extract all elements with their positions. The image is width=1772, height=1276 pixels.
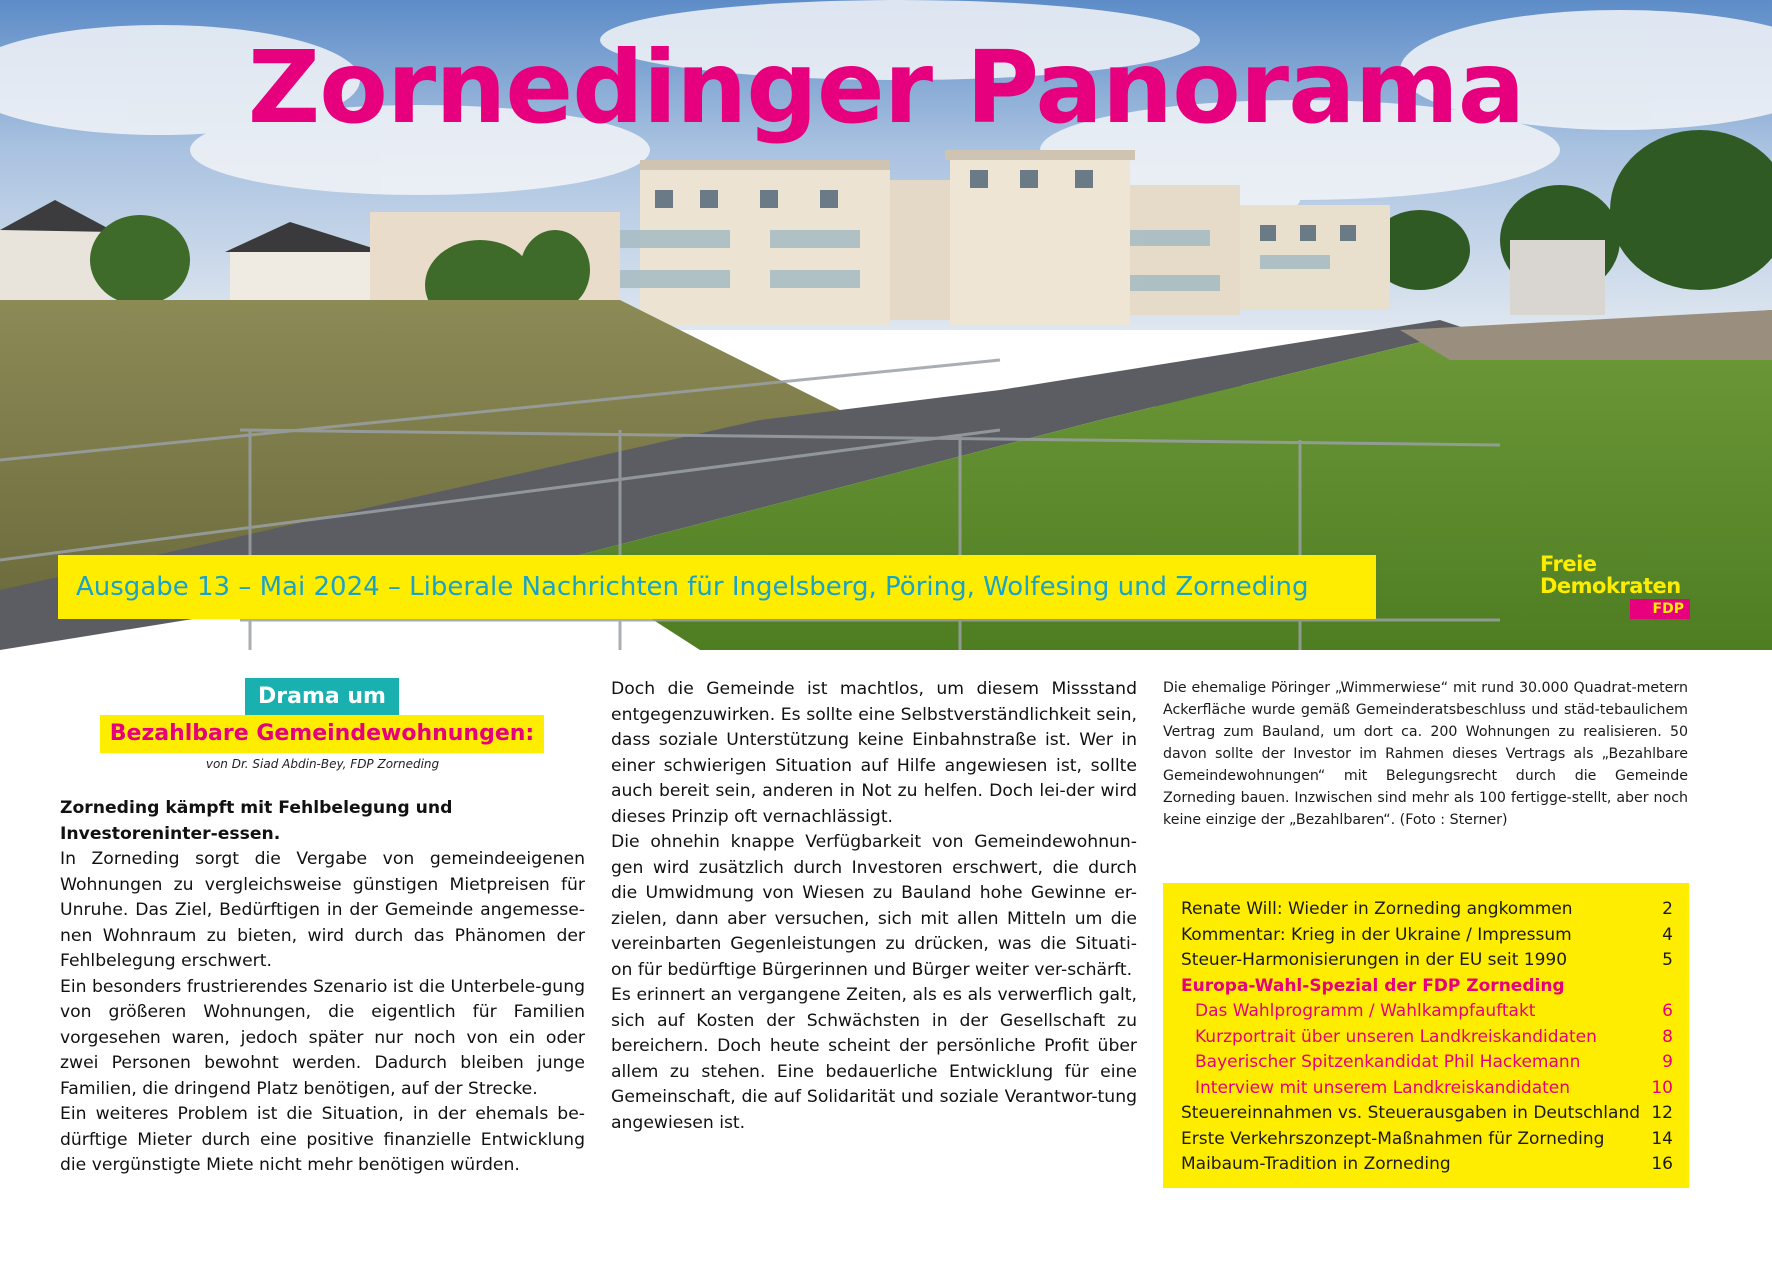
toc-row[interactable] bbox=[1181, 1025, 1673, 1051]
toc-title: Europa-Wahl-Spezial der FDP Zorneding bbox=[1181, 975, 1565, 996]
toc-title: Kommentar: Krieg in der Ukraine / Impressum bbox=[1181, 924, 1572, 945]
toc-row[interactable] bbox=[1181, 999, 1673, 1025]
article-paragraph: Ein weiteres Problem ist die Situation, in der ehemals be-dürftige Mieter durch eine positive finanzielle Entwicklung die vergünstigte Miete nicht mehr benötigen würden. bbox=[60, 1104, 585, 1175]
toc-title: Steuereinnahmen vs. Steuerausgaben in Deutschland bbox=[1181, 1103, 1641, 1123]
masthead-title: Zornedinger Panorama bbox=[247, 29, 1525, 146]
toc-title: Das Wahlprogramm / Wahlkampfauftakt bbox=[1195, 1001, 1536, 1021]
logo-line-demokraten: Demokraten bbox=[1540, 574, 1681, 598]
article-headline: Bezahlbare Gemeindewohnungen: bbox=[100, 715, 544, 753]
toc-page: 5 bbox=[1662, 950, 1673, 970]
issue-line: Ausgabe 13 – Mai 2024 – Liberale Nachrichten für Ingelsberg, Pöring, Wolfesing und Zorneding bbox=[58, 555, 1376, 619]
article-column-2 bbox=[611, 677, 1137, 1136]
toc-row[interactable] bbox=[1181, 1101, 1673, 1127]
photo-caption bbox=[1163, 677, 1688, 831]
toc-page: 12 bbox=[1651, 1103, 1673, 1123]
toc-title: Bayerischer Spitzenkandidat Phil Hackemann bbox=[1195, 1052, 1581, 1072]
toc-page: 16 bbox=[1651, 1154, 1673, 1174]
toc-row[interactable] bbox=[1181, 1076, 1673, 1102]
article-lead: Zorneding kämpft mit Fehlbelegung und Investoreninter-essen. bbox=[60, 798, 453, 844]
toc-section-heading bbox=[1181, 974, 1673, 1000]
toc-page: 2 bbox=[1662, 899, 1673, 919]
toc-page: 8 bbox=[1662, 1026, 1673, 1047]
article-paragraph: Es erinnert an vergangene Zeiten, als es als verwerflich galt, sich auf Kosten der Schwächsten in der Gesellschaft zu bereichern. Doch heute scheint der persönliche Profit über allem zu stehen. Eine bedauerliche Entwicklung für eine Gemeinschaft, die auf Solidarität und soziale Verantwor-tung angewiesen ist. bbox=[611, 985, 1137, 1133]
toc-title: Erste Verkehrszonzept-Maßnahmen für Zorneding bbox=[1181, 1128, 1605, 1149]
article-column-1 bbox=[60, 678, 585, 1179]
toc-title: Interview mit unserem Landkreiskandidaten bbox=[1195, 1077, 1571, 1098]
toc-page: 14 bbox=[1651, 1128, 1673, 1149]
table-of-contents bbox=[1163, 883, 1689, 1188]
toc-row[interactable] bbox=[1181, 1152, 1673, 1178]
fdp-logo bbox=[1540, 553, 1690, 621]
toc-page: 10 bbox=[1651, 1077, 1673, 1098]
toc-row[interactable] bbox=[1181, 1127, 1673, 1153]
toc-page: 9 bbox=[1662, 1052, 1673, 1072]
photo-caption-text: Die ehemalige Pöringer „Wimmerwiese“ mit rund 30.000 Quadrat-metern Ackerfläche wurde gemäß Gemeinderatsbeschluss und städ-tebaulichem Vertrag zum Bauland, um dort ca. 200 Wohnungen zu realisieren. 50 davon sollte der Investor im Rahmen dieses Vertrags als „Bezahlbare Gemeindewohnungen“ mit Belegungsrecht durch die Gemeinde Zorneding bauen. Inzwischen sind mehr als 100 fertigge-stellt, aber noch keine einzige der „Bezahlbaren“. bbox=[1163, 680, 1688, 828]
article-paragraph: Die ohnehin knappe Verfügbarkeit von Gemeindewohnun-gen wird zusätzlich durch Investoren erschwert, die durch die Umwidmung von Wiesen zu Bauland hohe Gewinne er-zielen, dann aber versuchen, sich mit allen Mitteln um die vereinbarten Gegenleistungen zu drücken, was die Situati-on für bedürftige Bürgerinnen und Bürger weiter ver-schärft. bbox=[611, 832, 1137, 980]
toc-row[interactable] bbox=[1181, 1050, 1673, 1076]
toc-page: 4 bbox=[1662, 924, 1673, 945]
toc-page: 6 bbox=[1662, 1001, 1673, 1021]
toc-title: Steuer-Harmonisierungen in der EU seit 1990 bbox=[1181, 950, 1568, 970]
toc-title: Maibaum-Tradition in Zorneding bbox=[1181, 1154, 1451, 1174]
article-paragraph: Doch die Gemeinde ist machtlos, um diesem Missstand entgegenzuwirken. Es sollte eine Selbstverständlichkeit sein, dass soziale Unterstützung keine Einbahnstraße ist. Wer in einer schwierigen Situation auf Hilfe angewiesen ist, sollte auch bereit sein, anderen in Not zu helfen. Doch lei-der wird dieses Prinzip oft vernachlässigt. bbox=[611, 679, 1137, 827]
toc-title: Renate Will: Wieder in Zorneding angkommen bbox=[1181, 899, 1573, 919]
photo-credit: (Foto : Sterner) bbox=[1399, 812, 1508, 828]
toc-row[interactable] bbox=[1181, 923, 1673, 949]
toc-row[interactable] bbox=[1181, 897, 1673, 923]
photo-caption-column bbox=[1163, 677, 1688, 831]
toc-title: Kurzportrait über unseren Landkreiskandidaten bbox=[1195, 1026, 1597, 1047]
toc-row[interactable] bbox=[1181, 948, 1673, 974]
logo-line-freie: Freie bbox=[1540, 552, 1597, 576]
article-tag: Drama um bbox=[245, 678, 399, 716]
logo-fdp-bar: FDP bbox=[1630, 599, 1690, 619]
article-byline: von Dr. Siad Abdin-Bey, FDP Zorneding bbox=[205, 757, 440, 771]
article-paragraph: In Zorneding sorgt die Vergabe von gemeindeeigenen Wohnungen zu vergleichsweise günstigen Mietpreisen für Unruhe. Das Ziel, Bedürftigen in der Gemeinde angemesse-nen Wohnraum zu bieten, wird durch das Phänomen der Fehlbelegung erschwert. bbox=[60, 849, 585, 971]
toc-page bbox=[1645, 974, 1673, 1000]
article-header bbox=[60, 678, 585, 796]
article-paragraph: Ein besonders frustrierendes Szenario ist die Unterbele-gung von größeren Wohnungen, die eigentlich für Familien vorgesehen waren, jedoch später nur noch von ein oder zwei Personen bewohnt werden. Dadurch bleiben junge Familien, die dringend Platz benötigen, auf der Strecke. bbox=[60, 976, 585, 1099]
